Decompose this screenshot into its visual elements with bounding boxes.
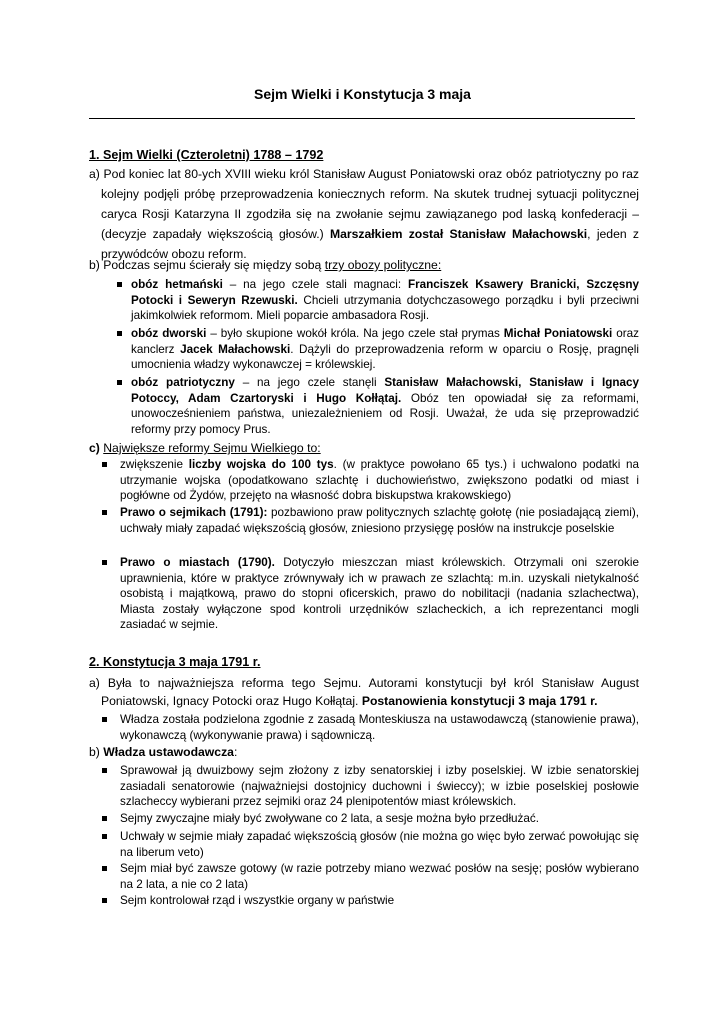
camp-text: – na jego czele stanęli <box>234 376 385 389</box>
bullet-square-icon <box>117 380 122 385</box>
reform-text-start: zwiększenie <box>120 458 189 471</box>
camp-text-end: . Dążyli do przeprowadzenia reform w oparciu o Rosję, pragnęli umocnienia władzy wykonawczej = królewskiej. <box>131 342 639 372</box>
s1c-label: c) <box>89 441 100 455</box>
camp-leaders: Stanisław Małachowski, Stanisław i Ignacy Potoccy, Adam Czartoryski i Hugo Kołłątaj. <box>131 376 639 405</box>
s1b-text: b) Podczas sejmu ścierały się między sobą <box>89 258 325 272</box>
document-title: Sejm Wielki i Konstytucja 3 maja <box>254 86 471 102</box>
reform-text: Dotyczyło mieszczan miast królewskich. Otrzymali oni szerokie uprawnienia, które w praktyce zrównywały ich w prawach ze szlachtą: m.in. uzyskali nietykalność osobistą i majątkową, prawo do stopni oficerskich, prawo do nobilitacji (nadania szlachectwa), Miasta zostały wyłączone spod kontroli urzędników szlacheckich, a ich reprezentanci mogli zasiadać w sejmie. <box>120 556 639 632</box>
bullet-square-icon <box>102 816 107 821</box>
bullet-square-icon <box>102 866 107 871</box>
s2b-label: b) <box>89 745 104 759</box>
camp-text: – na jego czele stali magnaci: <box>222 278 408 291</box>
power-division-text: Władza została podzielona zgodnie z zasadą Monteskiusza na ustawodawczą (stanowienie prawa), wykonawczą (wykonywanie prawa) i sądowniczą. <box>120 713 639 742</box>
camp-text-end: Chcieli utrzymania dotychczasowego porządku i byli przeciwni jakimkolwiek reformom. Mieli poparcie ambasadora Rosji. <box>131 293 639 323</box>
s1a-text: a) Pod koniec lat 80-ych XVIII wieku król Stanisław August Poniatowski oraz obóz patriotyczny po raz kolejny podjęli próbę przeprowadzenia koniecznych reform. Na skutek trudnej sytuacji politycznej caryca Rosji Katarzyna II zgodziła się na zwołanie sejmu zawiązanego pod laską konfederacji – (decyzje zapadały większością głosów.) <box>89 167 639 241</box>
reform-text: . (w praktyce powołano 65 tys.) i uchwalono podatki na utrzymanie wojska (opodatkowano szlachtę i duchowieństwo, zwiększono podatki od miast i pogłówne od Żydów, przejęto na własność dobra biskupstwa krakowskiego) <box>120 458 639 503</box>
reform-bold: liczby wojska do 100 tys <box>188 458 334 471</box>
s1-paragraph-c <box>89 440 639 457</box>
legislative-text: Sprawował ją dwuizbowy sejm złożony z izby senatorskiej i izby poselskiej. W izbie senatorskiej zasiadali senatorowie (najważniejsi dostojnicy duchowni i świeccy); w izbie poselskiej posłowie szlacheccy wybierani przez sejmiki oraz 24 plenipotentów miast królewskich. <box>120 764 639 809</box>
reform-sejmiki-item <box>102 505 639 536</box>
legislative-item-1 <box>102 763 639 810</box>
reform-bold: Prawo o sejmikach (1791): <box>120 506 268 519</box>
camp-name: obóz dworski <box>131 327 207 340</box>
camp-text: – było skupione wokół króla. Na jego czele stał prymas <box>206 327 504 340</box>
bullet-square-icon <box>102 768 107 773</box>
camp-patriotic-item <box>117 375 639 437</box>
legislative-text: Uchwały w sejmie miały zapadać większością głosów (nie można go więc było zerwać powołując się na liberum veto) <box>120 830 639 859</box>
power-division-item <box>102 712 639 743</box>
s2-paragraph-a <box>89 674 639 710</box>
camp-text-mid: oraz kanclerz <box>131 327 639 356</box>
camp-text-end: Obóz ten opowiadał się za reformami, unowocześnieniem państwa, uniezależnieniem od Rosji. Uważał, że uda się przeprowadzić reformy przy pomocy Prus. <box>131 391 639 436</box>
s2-paragraph-b <box>89 744 639 761</box>
camp-name: obóz patriotyczny <box>131 376 235 389</box>
bullet-square-icon <box>102 898 107 903</box>
reform-army-item <box>102 457 639 504</box>
camp-name: obóz hetmański <box>131 278 223 291</box>
s1b-underlined: trzy obozy polityczne: <box>324 258 442 272</box>
s1a-text-end: , jeden z przywódców obozu reform. <box>101 227 639 261</box>
s1-paragraph-a <box>89 164 639 264</box>
bullet-square-icon <box>102 560 107 565</box>
reform-bold: Prawo o miastach (1790). <box>120 556 275 569</box>
legislative-text: Sejmy zwyczajne miały być zwoływane co 2 lata, a sesje można było przedłużać. <box>120 812 539 825</box>
bullet-square-icon <box>102 834 107 839</box>
legislative-text: Sejm miał być zawsze gotowy (w razie potrzeby miano wezwać posłów na sesję; posłów wybierano na 2 lata, a nie co 2 lata) <box>120 862 639 891</box>
camp-hetman-item <box>117 277 639 324</box>
s1a-bold: Marszałkiem został Stanisław Małachowski <box>329 227 588 241</box>
s2a-text: a) Była to najważniejsza reforma tego Sejmu. Autorami konstytucji był król Stanisław August Poniatowski, Ignacy Potocki oraz Hugo Kołłątaj. <box>89 676 639 708</box>
legislative-item-2 <box>102 811 639 827</box>
s2b-bold: Władza ustawodawcza <box>103 745 234 759</box>
s2a-bold: Postanowienia konstytucji 3 maja 1791 r. <box>361 694 598 708</box>
s2b-colon: : <box>233 745 238 759</box>
bullet-square-icon <box>117 331 122 336</box>
legislative-item-4 <box>102 861 639 892</box>
camp-court-item <box>117 326 639 373</box>
bullet-square-icon <box>102 717 107 722</box>
legislative-text: Sejm kontrolował rząd i wszystkie organy w państwie <box>120 894 395 907</box>
reform-cities-item <box>102 555 639 633</box>
bullet-square-icon <box>102 462 107 467</box>
title-divider <box>89 118 635 119</box>
camp-leader-1: Michał Poniatowski <box>503 327 613 340</box>
camp-leader-2: Jacek Małachowski <box>180 342 291 356</box>
legislative-item-5 <box>102 893 639 909</box>
legislative-item-3 <box>102 829 639 860</box>
section-1-heading: 1. Sejm Wielki (Czteroletni) 1788 – 1792 <box>89 148 324 162</box>
section-2-heading: 2. Konstytucja 3 maja 1791 r. <box>89 655 261 669</box>
bullet-square-icon <box>117 282 122 287</box>
s1-paragraph-b <box>89 257 639 274</box>
reform-text: pozbawiono praw politycznych szlachtę gołotę (nie posiadającą ziemi), uchwały miały zapadać większością głosów, zniesiono przysięgę posłów na instrukcje poselskie <box>120 506 639 535</box>
camp-leaders: Franciszek Ksawery Branicki, Szczęsny Potocki i Seweryn Rzewuski. <box>131 278 639 307</box>
bullet-square-icon <box>102 510 107 515</box>
s1c-underlined: Największe reformy Sejmu Wielkiego to: <box>103 441 321 455</box>
